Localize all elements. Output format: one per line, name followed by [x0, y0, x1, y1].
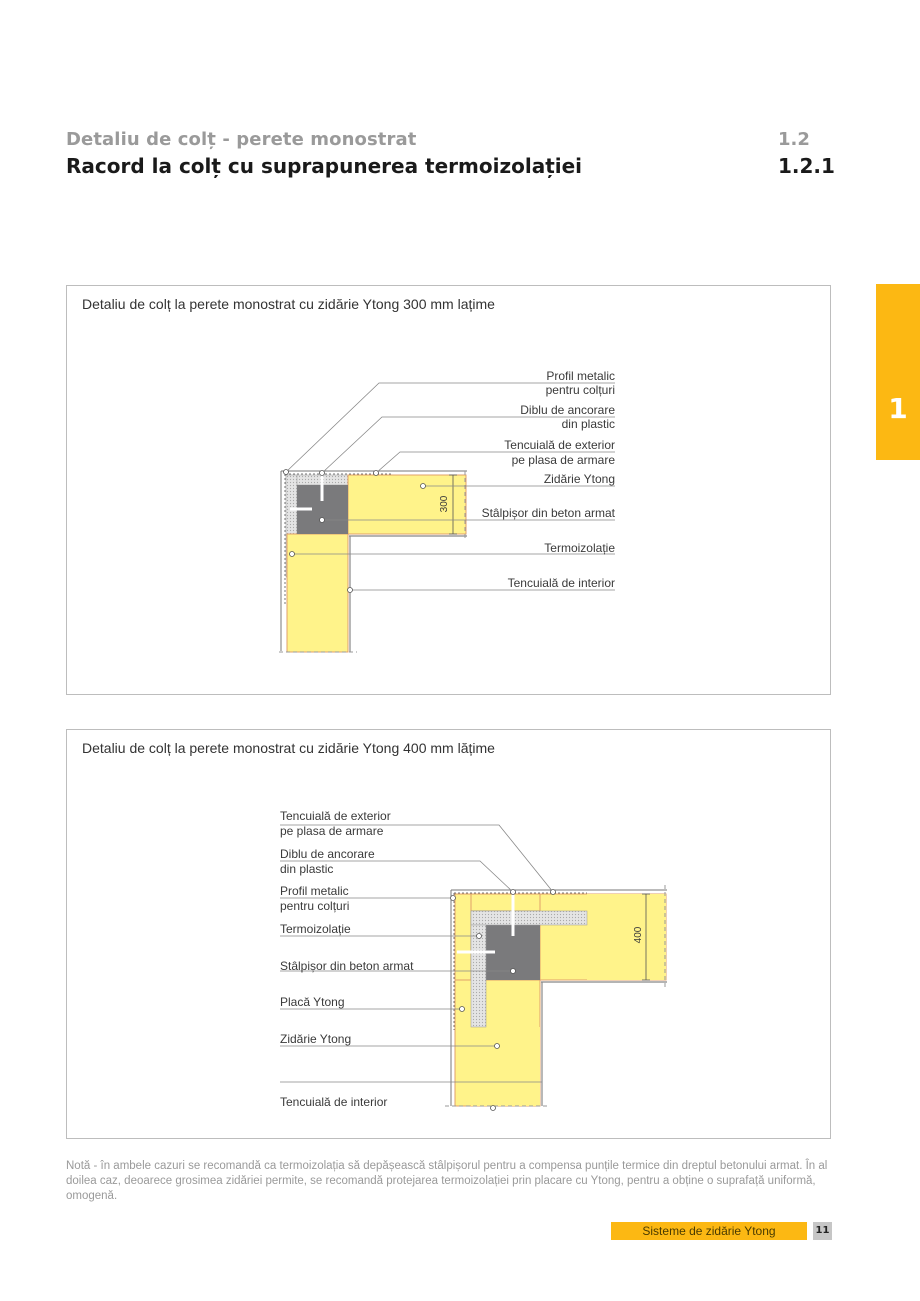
detail-panel-300mm: [66, 285, 831, 695]
label-zidarie-ytong: Zidărie Ytong: [543, 472, 615, 486]
section-number: 1.2: [778, 129, 810, 150]
label-profil-metalic-2: pentru colțuri: [545, 383, 615, 397]
label-termoizolatie: Termoizolație: [280, 922, 351, 936]
label-termoizolatie: Termoizolație: [544, 541, 615, 555]
corner-detail-drawing-400: [67, 730, 832, 1140]
chapter-tab[interactable]: [876, 284, 920, 460]
footer-label: Sisteme de zidărie Ytong: [611, 1222, 807, 1240]
label-tencuiala-ext-1: Tencuială de exterior: [280, 809, 391, 823]
label-diblu-1: Diblu de ancorare: [520, 403, 615, 417]
page-number: 11: [813, 1222, 832, 1240]
label-diblu-1: Diblu de ancorare: [280, 847, 375, 861]
panel-title: Detaliu de colț la perete monostrat cu zidărie Ytong 400 mm lățime: [82, 740, 495, 756]
subsection-title: Racord la colț cu suprapunerea termoizolației: [66, 154, 583, 178]
label-profil-metalic-1: Profil metalic: [280, 884, 349, 898]
panel-title: Detaliu de colț la perete monostrat cu zidărie Ytong 300 mm lațime: [82, 296, 495, 312]
label-profil-metalic-1: Profil metalic: [546, 369, 615, 383]
detail-panel-400mm: [66, 729, 831, 1139]
label-profil-metalic-2: pentru colțuri: [280, 899, 350, 913]
label-tencuiala-int: Tencuială de interior: [280, 1095, 388, 1109]
label-tencuiala-ext-2: pe plasa de armare: [511, 453, 615, 467]
dimension-300: 300: [439, 495, 450, 513]
label-tencuiala-ext-2: pe plasa de armare: [280, 824, 384, 838]
label-placa-ytong: Placă Ytong: [280, 995, 345, 1009]
subsection-number: 1.2.1: [778, 154, 835, 178]
label-tencuiala-ext-1: Tencuială de exterior: [504, 438, 615, 452]
section-title: Detaliu de colț - perete monostrat: [66, 129, 417, 150]
label-zidarie-ytong: Zidărie Ytong: [280, 1032, 352, 1046]
label-tencuiala-int: Tencuială de interior: [507, 576, 615, 590]
label-stalpisor: Stâlpișor din beton armat: [481, 506, 615, 520]
label-diblu-2: din plastic: [561, 417, 615, 431]
corner-detail-drawing-300: [67, 286, 832, 696]
label-stalpisor: Stâlpișor din beton armat: [280, 959, 414, 973]
label-diblu-2: din plastic: [280, 862, 334, 876]
dimension-400: 400: [633, 926, 644, 944]
footnote: Notă - în ambele cazuri se recomandă ca termoizolația să depășească stâlpișorul pentru a compensa punțile termice din dreptul betonului armat. În al doilea caz, deoarece grosimea zidăriei permite, se recomandă protejarea termoizolației prin placare cu Ytong, pentru a obține o suprafață uniformă, omogenă.: [66, 1160, 828, 1202]
chapter-number: 1: [888, 392, 908, 425]
